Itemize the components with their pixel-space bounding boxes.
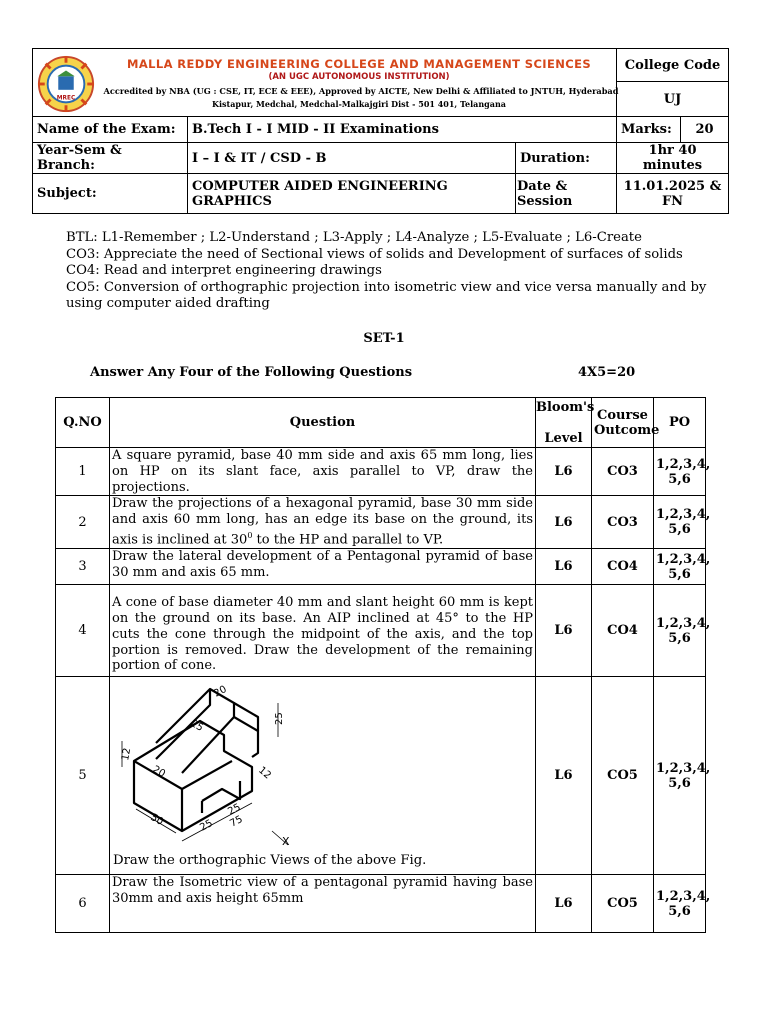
header-table	[32, 48, 729, 214]
q6-po: 1,2,3,4, 5,6	[654, 875, 706, 933]
subject-label: Subject:	[33, 174, 188, 214]
q1-no: 1	[56, 448, 110, 496]
college-address: Kistapur, Medchal, Medchal-Malkajgiri Dist - 501 401, Telangana	[212, 99, 506, 109]
college-accreditation: Accredited by NBA (UG : CSE, IT, ECE & EEE), Approved by AICTE, New Delhi & Affiliated to JNTUH, Hyderabad	[103, 86, 619, 96]
q2-po: 1,2,3,4, 5,6	[654, 496, 706, 549]
q2-level: L6	[536, 496, 592, 549]
dim-slot: 12	[256, 764, 273, 782]
dim-len-a: 25	[198, 818, 215, 834]
q2-text	[110, 496, 536, 549]
q3-text: Draw the lateral development of a Pentagonal pyramid of base 30 mm and axis 65 mm.	[110, 549, 536, 585]
college-code-label: College Code	[617, 49, 729, 82]
q6-level: L6	[536, 875, 592, 933]
dim-depth: 50	[148, 812, 166, 829]
q1-level: L6	[536, 448, 592, 496]
date-label: Date & Session	[516, 174, 617, 214]
header-course-outcome	[592, 398, 660, 448]
q5-figure-cell	[110, 677, 536, 875]
dim-top: 20	[212, 684, 229, 700]
marks-label: Marks:	[617, 117, 681, 143]
college-code: UJ	[617, 82, 729, 117]
q6-co: CO5	[592, 875, 654, 933]
table-row	[56, 875, 706, 933]
exam-name-label: Name of the Exam:	[33, 117, 188, 143]
header-blooms-label: Bloom's	[536, 399, 595, 415]
isometric-figure	[112, 681, 312, 853]
q3-no: 3	[56, 549, 110, 585]
dim-len-b: 25	[226, 802, 243, 818]
header-po: PO	[654, 398, 706, 448]
dim-total: 75	[228, 814, 245, 830]
q5-po: 1,2,3,4, 5,6	[654, 677, 706, 875]
college-subtitle: (AN UGC AUTONOMOUS INSTITUTION)	[268, 72, 450, 82]
college-name: MALLA REDDY ENGINEERING COLLEGE AND MANAGEMENT SCIENCES	[126, 57, 592, 71]
q2-co: CO3	[592, 496, 654, 549]
co5-line: CO5: Conversion of orthographic projection into isometric view and vice versa manually and by	[66, 279, 707, 295]
header-blooms	[536, 398, 595, 448]
header-level-label: Level	[544, 430, 583, 446]
co4-line: CO4: Read and interpret engineering drawings	[66, 263, 382, 278]
q3-level: L6	[536, 549, 592, 585]
q1-text: A square pyramid, base 40 mm side and axis 65 mm long, lies on HP on its slant face, axis parallel to VP, draw the projections.	[110, 448, 536, 496]
co3-line: CO3: Appreciate the need of Sectional views of solids and Development of surfaces of solids	[66, 246, 683, 262]
logo-text: MREC	[56, 95, 76, 102]
header-question: Question	[110, 398, 536, 448]
marks-scheme: 4X5=20	[578, 365, 636, 380]
duration-value: 1hr 40 minutes	[617, 143, 729, 174]
q4-co: CO4	[592, 585, 654, 677]
table-row	[56, 496, 706, 549]
questions-table	[55, 397, 711, 933]
q1-co: CO3	[592, 448, 654, 496]
instruction: Answer Any Four of the Following Questions	[90, 365, 413, 380]
q4-po: 1,2,3,4, 5,6	[654, 585, 706, 677]
set-title: SET-1	[363, 331, 405, 346]
btl-line: BTL: L1-Remember ; L2-Understand ; L3-Apply ; L4-Analyze ; L5-Evaluate ; L6-Create	[66, 230, 642, 245]
q3-co: CO4	[592, 549, 654, 585]
q4-text: A cone of base diameter 40 mm and slant height 60 mm is kept on the ground on its base. An AIP inclined at 45° to the HP cuts the cone through the midpoint of the axis, and the top portion is removed. Draw the development of the remaining portion of cone.	[110, 585, 536, 677]
header-course-label: Course	[597, 407, 648, 423]
subject-value: COMPUTER AIDED ENGINEERING GRAPHICS	[188, 174, 516, 214]
date-value: 11.01.2025 & FN	[617, 174, 729, 214]
dim-height-right: 25	[274, 712, 285, 726]
q2-text-post: to the HP and parallel to VP.	[252, 532, 444, 548]
info-block	[66, 230, 706, 313]
q4-level: L6	[536, 585, 592, 677]
college-banner	[33, 49, 617, 117]
q2-degree: 0	[247, 530, 253, 540]
exam-name: B.Tech I - I MID - II Examinations	[188, 117, 617, 143]
marks-value: 20	[681, 117, 729, 143]
table-row	[56, 677, 706, 875]
year-label: Year-Sem & Branch:	[33, 143, 188, 174]
view-direction-label: X	[282, 835, 290, 849]
year-value: I – I & IT / CSD - B	[188, 143, 516, 174]
q4-no: 4	[56, 585, 110, 677]
q2-text-pre: Draw the projections of a hexagonal pyramid, base 30 mm side and axis 60 mm long, has an edge its base on the ground, its axis is inclined at 30	[112, 496, 533, 548]
college-logo-icon	[37, 55, 95, 113]
q3-po: 1,2,3,4, 5,6	[654, 549, 706, 585]
q5-level: L6	[536, 677, 592, 875]
q5-no: 5	[56, 677, 110, 875]
q2-no: 2	[56, 496, 110, 549]
dim-slope: 25	[188, 718, 206, 735]
dim-front-step: 20	[150, 764, 168, 781]
table-row	[56, 585, 706, 677]
duration-label: Duration:	[516, 143, 617, 174]
co5-line-cont: using computer aided drafting	[66, 296, 270, 311]
q1-po: 1,2,3,4, 5,6	[654, 448, 706, 496]
q5-co: CO5	[592, 677, 654, 875]
header-outcome-label: Outcome	[594, 422, 660, 438]
header-qno: Q.NO	[56, 398, 110, 448]
q6-no: 6	[56, 875, 110, 933]
q6-text: Draw the Isometric view of a pentagonal pyramid having base 30mm and axis height 65mm	[110, 875, 536, 933]
dim-left-height: 12	[120, 747, 134, 762]
table-row	[56, 549, 706, 585]
table-row	[56, 448, 706, 496]
q5-text: Draw the orthographic Views of the above Fig.	[113, 853, 427, 869]
